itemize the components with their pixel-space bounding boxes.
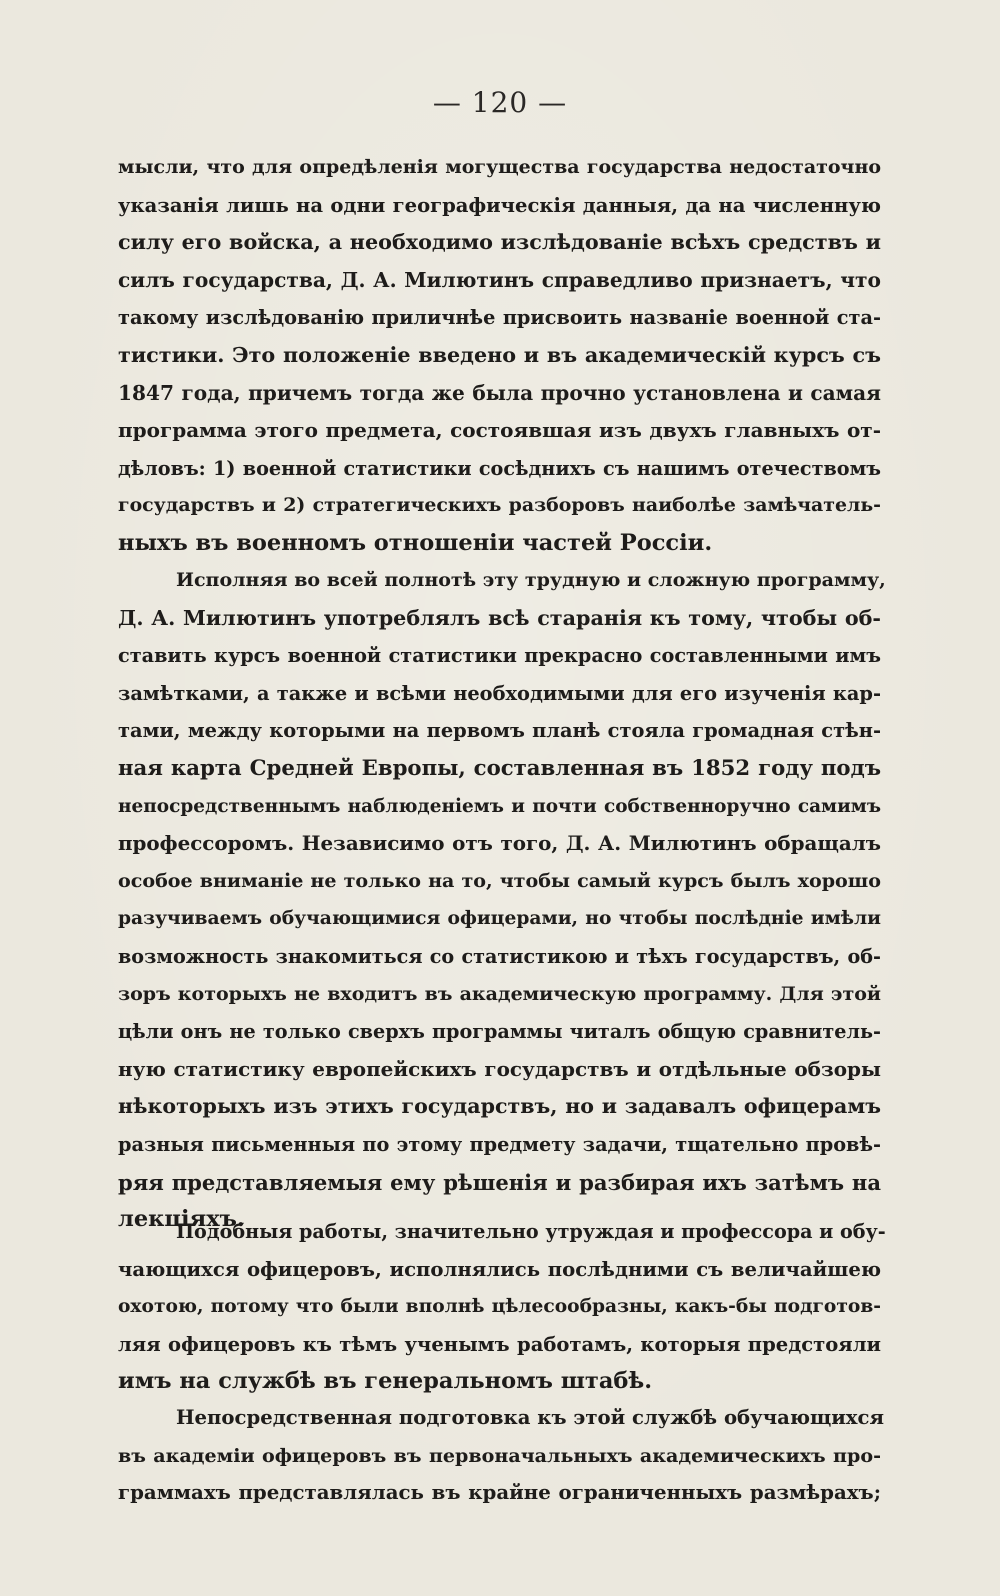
text-line: силу его войска, а необходимо изслѣдованіе всѣхъ средствъ и bbox=[118, 230, 881, 255]
text-line: ляя офицеровъ къ тѣмъ ученымъ работамъ, которыя предстояли bbox=[118, 1332, 881, 1356]
text-line: цѣли онъ не только сверхъ программы читалъ общую сравнитель- bbox=[118, 1020, 881, 1044]
text-line: непосредственнымъ наблюденіемъ и почти собственноручно самимъ bbox=[118, 795, 881, 817]
text-line: ставить курсъ военной статистики прекрасно составленными имъ bbox=[118, 644, 881, 668]
text-line: лекціяхъ. bbox=[118, 1206, 245, 1233]
text-line: силъ государства, Д. А. Милютинъ справедливо признаетъ, что bbox=[118, 267, 881, 292]
text-line: въ академіи офицеровъ въ первоначальныхъ академическихъ про- bbox=[118, 1443, 881, 1467]
text-line: дѣловъ: 1) военной статистики сосѣднихъ съ нашимъ отечествомъ bbox=[118, 456, 881, 480]
text-line: Д. А. Милютинъ употреблялъ всѣ старанія къ тому, чтобы об- bbox=[118, 605, 881, 630]
text-line: ныхъ въ военномъ отношеніи частей Россіи. bbox=[118, 529, 713, 556]
text-line: Исполняя во всей полнотѣ эту трудную и сложную программу, bbox=[176, 569, 886, 591]
text-line: программа этого предмета, состоявшая изъ двухъ главныхъ от- bbox=[118, 418, 881, 443]
paragraph-2 bbox=[118, 562, 886, 1239]
text-line: ная карта Средней Европы, составленная въ 1852 году подъ bbox=[118, 755, 881, 781]
paragraph-1 bbox=[118, 149, 881, 563]
text-line: Непосредственная подготовка къ этой службѣ обучающихся bbox=[176, 1406, 884, 1429]
text-line: особое вниманіе не только на то, чтобы самый курсъ былъ хорошо bbox=[118, 869, 881, 892]
text-line: 1847 года, причемъ тогда же была прочно установлена и самая bbox=[118, 380, 881, 405]
text-line: чающихся офицеровъ, исполнялись послѣдними съ величайшею bbox=[118, 1257, 881, 1281]
text-line: ряя представляемыя ему рѣшенія и разбирая ихъ затѣмъ на bbox=[118, 1169, 881, 1195]
text-line: зоръ которыхъ не входитъ въ академическую программу. Для этой bbox=[118, 982, 881, 1005]
text-line: граммахъ представлялась въ крайне ограниченныхъ размѣрахъ; bbox=[118, 1480, 881, 1505]
text-line: разныя письменныя по этому предмету задачи, тщательно провѣ- bbox=[118, 1132, 881, 1156]
text-line: тами, между которыми на первомъ планѣ стояла громадная стѣн- bbox=[118, 719, 881, 743]
text-line: профессоромъ. Независимо отъ того, Д. А. Милютинъ обращалъ bbox=[118, 831, 881, 856]
text-line: Подобныя работы, значительно утруждая и профессора и обу- bbox=[176, 1220, 886, 1243]
paragraph-4 bbox=[118, 1399, 884, 1512]
text-line: разучиваемъ обучающимися офицерами, но чтобы послѣдніе имѣли bbox=[118, 907, 881, 930]
text-line: государствъ и 2) стратегическихъ разборовъ наиболѣе замѣчатель- bbox=[118, 494, 881, 517]
text-line: тистики. Это положеніе введено и въ академическій курсъ съ bbox=[118, 342, 881, 367]
text-line: нѣкоторыхъ изъ этихъ государствъ, но и задавалъ офицерамъ bbox=[118, 1094, 881, 1119]
page-number: — 120 — bbox=[432, 86, 568, 119]
text-line: такому изслѣдованію приличнѣе присвоить названіе военной ста- bbox=[118, 306, 881, 330]
text-line: возможность знакомиться со статистикою и тѣхъ государствъ, об- bbox=[118, 944, 881, 968]
text-line: замѣтками, а также и всѣми необходимыми для его изученія кар- bbox=[118, 681, 881, 705]
paragraph-3 bbox=[118, 1213, 886, 1401]
text-line: ную статистику европейскихъ государствъ и отдѣльные обзоры bbox=[118, 1056, 881, 1081]
text-line: охотою, потому что были вполнѣ цѣлесообразны, какъ-бы подготов- bbox=[118, 1296, 881, 1318]
text-line: мысли, что для опредѣленія могущества государства недостаточно bbox=[118, 156, 881, 178]
text-line: имъ на службѣ въ генеральномъ штабѣ. bbox=[118, 1368, 653, 1395]
text-line: указанія лишь на одни географическія данныя, да на численную bbox=[118, 193, 881, 217]
